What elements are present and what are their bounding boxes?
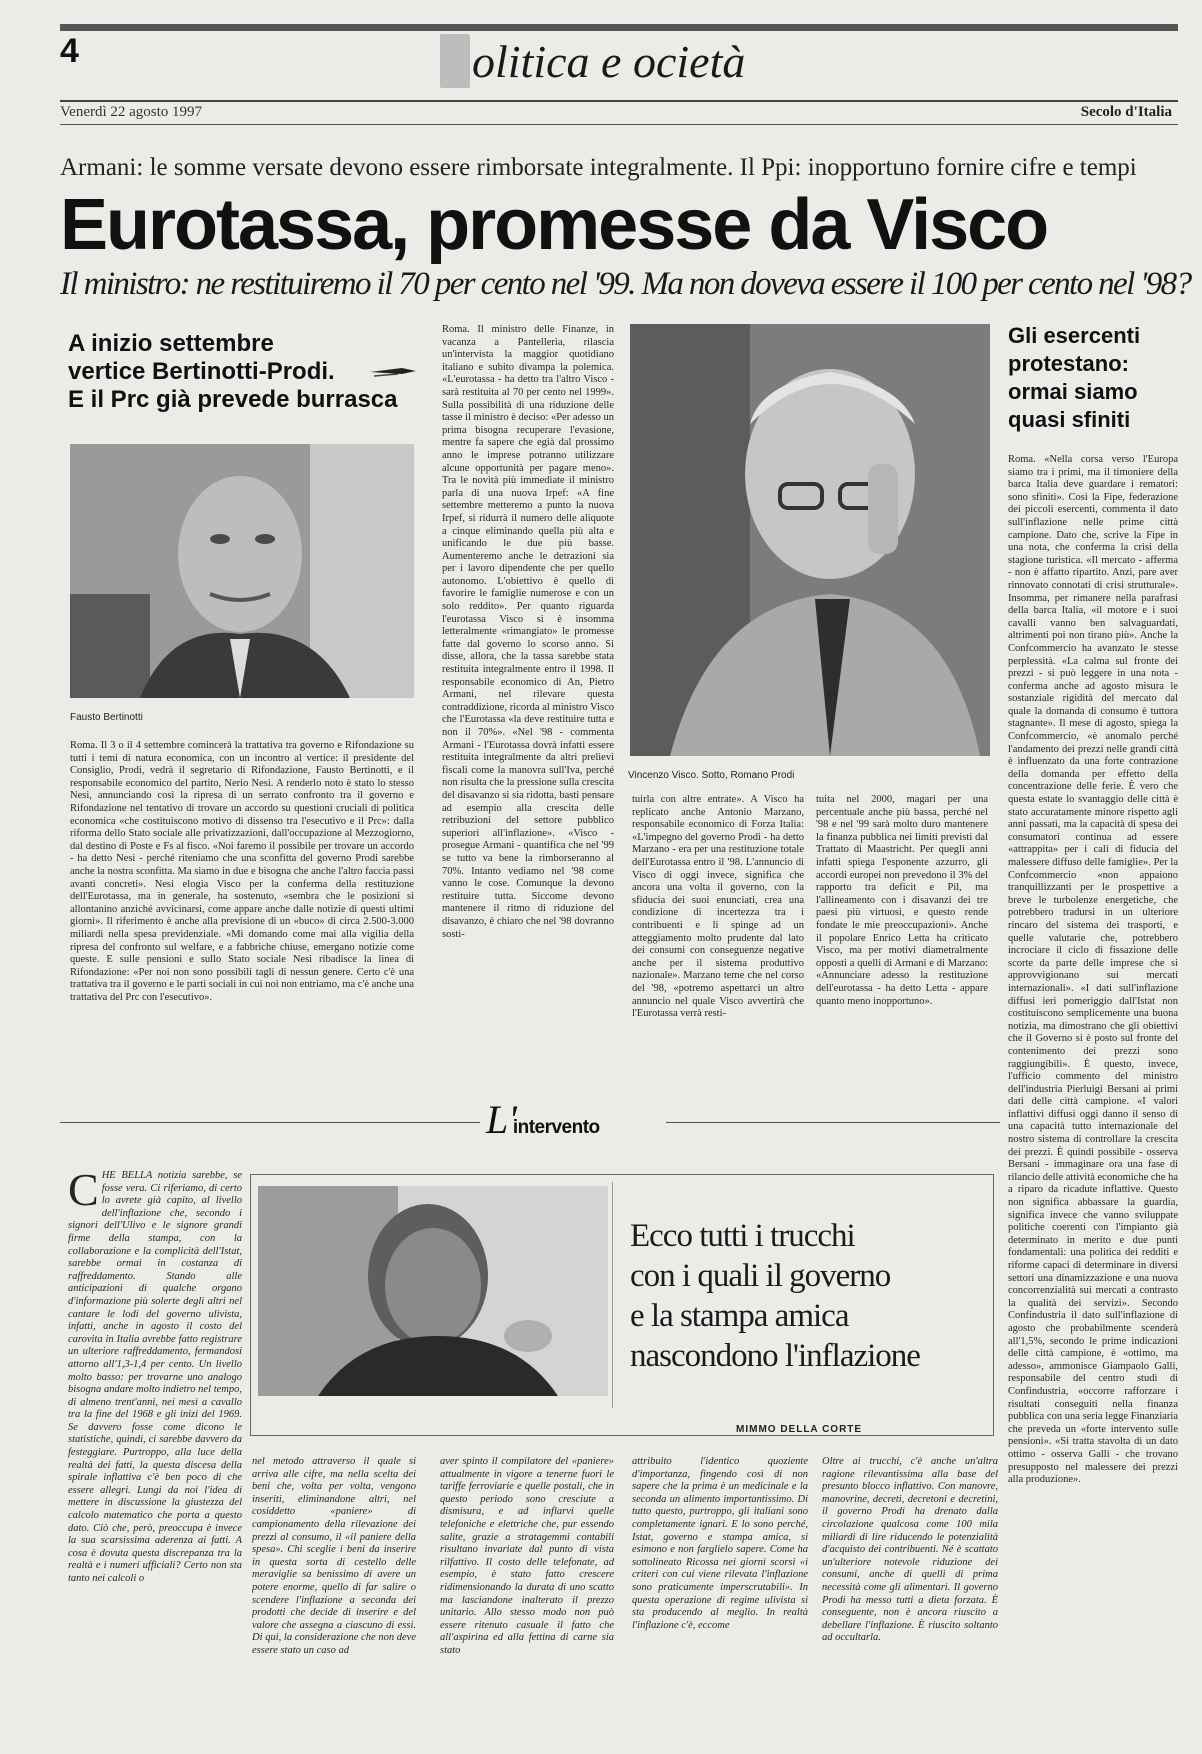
main-story-column-1: Roma. Il ministro delle Finanze, in vacanza a Pantelleria, rilascia un'intervista la maggior quotidiano italiano e subito divampa la polemica. «L'eurotassa - ha detto tra l'altro Visco - sarà restituita al 70 per cento nel 1999». Sulla possibilità di una riduzione delle tasse il ministro è deciso: «Per adesso un prima bisogna recuperare l'evasione, mentre fa sapere che egià dal prossimo anno le imprese potranno utilizzare alcune opportunità per pagare meno». Tra le novità più immediate il ministro parla di una nuova Irpef: «A fine settembre metteremo a punto la nuova Irpef, si ridurrà il numero delle aliquote a cinque eliminando quella più alta e unificando le due più basse. Aumenteremo anche le detrazioni sia per i lavoro dipendente che per quello autonomo. L'obiettivo è quello di favorire le famiglie numerose e con un solo reddito». Per quanto riguarda l'eurotassa Visco si è insomma letteralmente «rimangiato» le promesse fatte dal governo lo scorso anno. Si disse, allora, che la tassa sarebbe stata restituita integralmente entro il 1998. Il responsabile economico di An, Pietro Armani, nel rilevare questa contraddizione, ricorda al ministro Visco che l'Eurotassa «la deve restituire tutta e non il 70%». «Nel '98 - commenta Armani - l'Eurotassa dovrà infatti essere restituita integralmente da altri prelievi fiscali come la manovra sull'Iva, perché non risulta che la pressione sulla crescita del disavanzo si sia ridotta, basti pensare ad esempio alla crescita delle retribuzioni del settore pubblico superiori all'inflazione». «Visco - prosegue Armani - quantifica che nel '99 se tutto va bene la rimborseranno al 70%. Intanto vediamo nel '98 come vanno le cose. Comunque la devono restituire tutta. Siccome devono mantenere il ritmo di riduzione del disavanzo, è chiaro che nel '98 dovranno sosti- [442,324,614,940]
sidebar-left-headline [68,330,418,414]
newspaper-name: Secolo d'Italia [1080,104,1172,120]
main-headline: Eurotassa, promesse da Visco [60,185,1048,265]
photo-caption: Vincenzo Visco. Sotto, Romano Prodi [628,770,795,781]
opinion-title-line: e la stampa amica [630,1298,849,1334]
opinion-column-1-text: HE BELLA notizia sarebbe, se fosse vera. Ci riferiamo, di certo lo avrete già capito, al livello dell'inflazione che, secondo i signori dell'Ulivo e le signore grandi firme della stampa, con la collaborazione e la complicità dell'Istat, sarebbe ormai in costanza di raffreddamento. Stando alle anticipazioni di qualche organo d'informazione più solerte degli altri nel cantare le lodi del governo ulivista, infatti, anche in agosto il costo del carovita in Italia avrebbe fatto registrare un ulteriore raffreddamento, fermandosi attorno all'1,3-1,4 per cento. Un livello molto basso: per trovarne uno analogo bisogna andare molto indietro nel tempo, di almeno trent'anni, nei mesi a cavallo tra la fine del 1968 e gli inizi del 1969. Se davvero fosse come dicono le statistiche, quindi, ci sarebbe davvero da festeggiare. Purtroppo, alla luce della realtà dei fatti, la questa discesa della spirale inflattiva c'è ben poco di che essere allegri. Lungi da noi l'idea di mettere in discussione la giustezza del calcolo matematico che porta a questo dato. Ciò che, però, preoccupa è invece la sua scarsissima aderenza ai fatti. A cosa è dovuta questa discrepanza tra la realtà e i numeri ufficiali? Certo non sta tanto nei calcoli o [68,1170,242,1584]
main-deck: Il ministro: ne restituiremo il 70 per cento nel '99. Ma non doveva essere il 100 per cento nel '98? [60,266,1191,302]
headline-line: quasi sfiniti [1008,407,1131,432]
headline-line: ormai siamo [1008,379,1138,404]
section-rule [666,1122,1000,1123]
opinion-title [630,1216,986,1376]
section-rule [60,1122,480,1123]
issue-date: Venerdì 22 agosto 1997 [60,104,203,120]
opinion-column-1 [68,1170,242,1740]
sidebar-right-headline [1008,322,1178,434]
headline-line: protestano: [1008,351,1129,376]
sidebar-right-body: Roma. «Nella corsa verso l'Europa siamo tra i primi, ma il timoniere della barca Italia deve guardare i rematori: sono sfiniti». Così la Fipe, federazione dei piccoli esercenti, commenta il dato sull'inflazione nelle prime città campione. Dato che, scrive la Fipe in una nota, che conferma la crisi della stagione turistica. «Il mercato - afferma - non è affatto ripartito. Anzi, pare aver rinnovato connotati di crisi strutturale». Insomma, per rimanere nella parafrasi della barca Italia, «il motore e i suoi cavalli vanno ben salvaguardati, altrimenti poi non tirano più». Anche la Confcommercio ha avanzato le stesse perplessità. «La calma sul fronte dei prezzi - si può leggere in una nota - conferma anche ad agosto misura le sostanziale rigidità del mercato dal quale la domanda di consumo è tuttora stagnante». Il mese di agosto, spiega la Confcommercio, «è anomalo perché l'andamento dei prezzi nelle grandi città è influenzato da una forte contrazione della domanda per effetto della concentrazione delle ferie. È vero che questa estate lo svantaggio delle città è stato accuratamente minore rispetto agli anni passati, ma la capacità di spesa dei consumatori continua ad essere «attrappita» per i cali di fiducia del malessere diffuso delle famiglie». Per la Confcommercio «non appaiono tranquillizzanti per le prospettive a breve le turbolenze energetiche, che potrebbero tradursi in un ulteriore rincaro del sistema dei trasporti, e quelle valutarie che, potrebbero incrociare il ciclo di fissazione delle scorte da parte delle imprese che si approvvigionano sui mercati internazionali». «I dati sull'inflazione diffusi ieri pomeriggio dall'Istat non costituiscono semplicemente una buona notizia, ma dimostrano che gli obiettivi che il Governo si è posto sul fronte del contenimento dei prezzi sono raggiungibili». È questo, invece, l'ufficio commento del ministro dell'industria Pierluigi Bersani ai primi dati delle città campione. «I valori inflattivi diffusi oggi danno il senso di una capacità tutto internazionale del nostro sistema di controllare la crescita dei prezzi. È quindi possibile - osserva Bersani - immaginare ora una fase di rilancio delle attività economiche che ha a riparo da ricadute inflattive. Questo non significa abbassare la guardia, significa invece che vanno sviluppate politiche coerenti con l'impianto già determinato in merito e due punti fondamentali: una politica dei redditi e riforme capaci di determinare in diversi settori una dinamizzazione e una nuova concorrenzialità sui mercati a contrasto la qualità dei servizi». Secondo Confindustria il dato sull'inflazione di agosto che probabilmente scenderà all'1,5%, secondo le prime indicazioni delle città campione, è «ottimo, ma adesso», ammonisce Giampaolo Galli, responsabile del centro studi di Confindustria, «occorre rafforzare i risultati conseguiti nella finanza pubblica con una seria legge Finanziaria che preveda un «forte intervento sulle pensioni». «Si tratta stavolta di un dato ottimo - osserva Galli - che trovano presupposto nel malessere dei prezzi alla produzione». [1008,454,1178,1486]
intervento-section-label [486,1096,600,1143]
header-divider [60,100,1178,102]
opinion-title-line: Ecco tutti i trucchi [630,1218,855,1254]
intervento-label-prefix: L' [486,1097,517,1142]
header-bottom-rule [60,124,1178,125]
photo-fausto-bertinotti [70,444,414,698]
intervento-label-word: intervento [512,1117,600,1138]
author-byline: MIMMO DELLA CORTE [736,1424,863,1435]
main-story-column-2: tuirla con altre entrate». A Visco ha replicato anche Antonio Marzano, responsabile economico di Forza Italia: «L'impegno del governo Prodi - ha detto Marzano - era per una restituzione totale dell'Eurotassa entro il '98. L'annuncio di Visco di oggi invece, significa che ancora una volta il governo, con la sfiducia dei suoi enunciati, crea una condizione di incertezza tra i contribuenti e li spinge ad un atteggiamento molto prudente dal lato dei consumi con conseguenze negative anche per il sistema produttivo nazionale». Marzano teme che nel corso del '98, «potremo aspettarci un altro annuncio nel quale Visco avvertirà che l'Eurotassa verrà resti- [632,794,804,1020]
section-title-text: olitica e ocietà [472,36,746,87]
headline-line: Gli esercenti [1008,323,1141,348]
header-top-rule [60,24,1178,31]
page-number: 4 [60,32,79,70]
photo-romano-prodi [258,1186,608,1396]
opinion-column-2: nel metodo attraverso il quale si arriva alle cifre, ma nella scelta dei beni che, volta per volta, vengono inseriti, eliminandone altri, nel cosiddetto «paniere» di campionamento della rilevazione dei prezzi al consumo, il «il paniere della spesa». Chi sceglie i beni da inserire in questa sorta di cestello delle meraviglie sa benissimo di avere un potere enorme, quello di far salire o scendere l'inflazione a seconda dei prodotti che decide di inserire e del valore che assegna a ciascuno di essi. Di qui, la considerazione che non deve essere stato un caso ad [252,1456,416,1656]
sidebar-left-body: Roma. Il 3 o il 4 settembre comincerà la trattativa tra governo e Rifondazione su tutti i temi di natura economica, con un incontro al vertice: il presidente del Consiglio, Prodi, vedrà il segretario di Rifondazione, Fausto Bertinotti, e il responsabile economico del partito, Nerio Nesi. A renderlo noto è stato lo stesso Nesi, annunciando così la ripresa di un serrato confronto tra il governo e Rifondazione nel tentativo di trovare un accordo su questioni cruciali di politica economica «che costituiscono motivo di dissenso tra l'esecutivo e il Prc»: dalla riforma dello Stato sociale alle privatizzazioni, dall'occupazione al Mezzogiorno, dal destino di Poste e Fs al fisco. «Noi faremo il possibile per trovare un accordo - ha detto Nesi - perché riteniamo che una sconfitta del governo Prodi sarebbe anche la nostra sconfitta. Ma siamo in due e bisogna che anche l'altro faccia passi avanti concreti». Nesi elogia Visco per la conferma della restituzione dell'Eurotassa, ma in generale, ha sostenuto, «sembra che le posizioni si allontanino anziché avvicinarsi, come appare anche dalle notizie di questi ultimi giorni». Il riferimento è anche alla previsione di un «buco» di circa 2.500-3.000 miliardi nella spesa previdenziale. «Mi domando come mai alla vigilia della ripresa del confronto sul welfare, e a fabbriche chiuse, emergano notizie come queste. E sulle pensioni e sullo Stato sociale Nesi ribadisce la linea di Rifondazione: «Per noi non sono possibili tagli di nessun genere. Certo c'è una trattativa tra il governo e le parti sociali in cui noi non entriamo, ma c'è anche una trattativa del Prc con l'esecutivo». [70,740,414,1003]
section-title [440,34,745,88]
opinion-column-3: aver spinto il compilatore del «paniere» attualmente in vigore a tenerne fuori le tariffe ferroviarie e quelle postali, che in questo periodo sono cresciute a dismisura, e ad inflarvi quelle telefoniche e elettriche che, pur essendo salite, grazie a stratagemmi contabili risultano invariate dal punto di vista rilfattivo. Il costo delle telefonate, ad esempio, è stato fatto crescere ridimensionando la durata di uno scatto ma lasciandone inalterato il prezzo unitario. Allo stesso modo non può essere ritenuto casuale il fatto che all'aspirina ed alla fettina di carne sia stato [440,1456,614,1656]
headline-line: E il Prc già prevede burrasca [68,386,398,413]
pen-nib-icon [368,362,418,380]
main-kicker: Armani: le somme versate devono essere rimborsate integralmente. Il Ppi: inopportuno fornire cifre e tempi [60,154,1137,181]
opinion-title-line: nascondono l'inflazione [630,1338,920,1374]
opinion-column-5: Oltre ai trucchi, c'è anche un'altra ragione rilevantissima alla base del presunto blocco inflattivo. Con manovre, manovrine, decreti, decretoni e decretini, il governo Prodi ha drenato dalla circolazione qualcosa come 100 mila miliardi di lire riducendo le potenzialità d'acquisto dei contribuenti. Né è scattato un'ulteriore notevole riduzione dei consumi, anche di quelli di prima necessità come gli alimentari. Il governo Prodi ha messo tutti a dieta forzata. È conseguente, non è ancora riuscito a debellare l'inflazione. È riuscito soltanto ad occultarla. [822,1456,998,1644]
photo-caption: Fausto Bertinotti [70,712,143,723]
drop-cap: C [68,1170,99,1215]
main-story-column-3: tuita nel 2000, magari per una percentuale anche più bassa, perché nel '98 e nel '99 sarà molto duro mantenere la finanza pubblica nei limiti previsti dal Trattato di Maastricht. Per quegli anni infatti spiega l'esponente azzurro, gli accordi europei non prevedono il 3% del rapporto tra deficit e Pil, ma l'allineamento con i disavanzi dei tre paesi più virtuosi, e questo rende fondate le mie preoccupazioni». Anche il popolare Enrico Letta ha criticato Visco, ma per motivi diametralmente opposti a quelli di Armani e di Marzano: «Annunciare adesso la restituzione dell'eurotassa - ha detto Letta - appare quanto meno inopportuno». [816,794,988,1007]
opinion-column-4: attribuito l'identico quoziente d'importanza, fingendo così di non sapere che la prima è un medicinale e la seconda un alimento importantissimo. Di tutto questo, purtroppo, gli italiani sono completamente ignari. E lo sono perché, Istat, governo e stampa amica, si esimono e non farglielo sapere. Come ha sottolineato Ricossa nei giorni scorsi «i criteri con cui viene rilevata l'inflazione sono praticamente imperscrutabili». In questa operazione di regime ulivista si sta producendo al meglio. In realtà l'inflazione c'è, eccome [632,1456,808,1631]
section-initial-p-graphic [440,34,470,88]
photo-vincenzo-visco [630,324,990,756]
opinion-title-line: con i quali il governo [630,1258,891,1294]
headline-line: A inizio settembre [68,330,274,357]
headline-line: vertice Bertinotti-Prodi. [68,358,335,385]
